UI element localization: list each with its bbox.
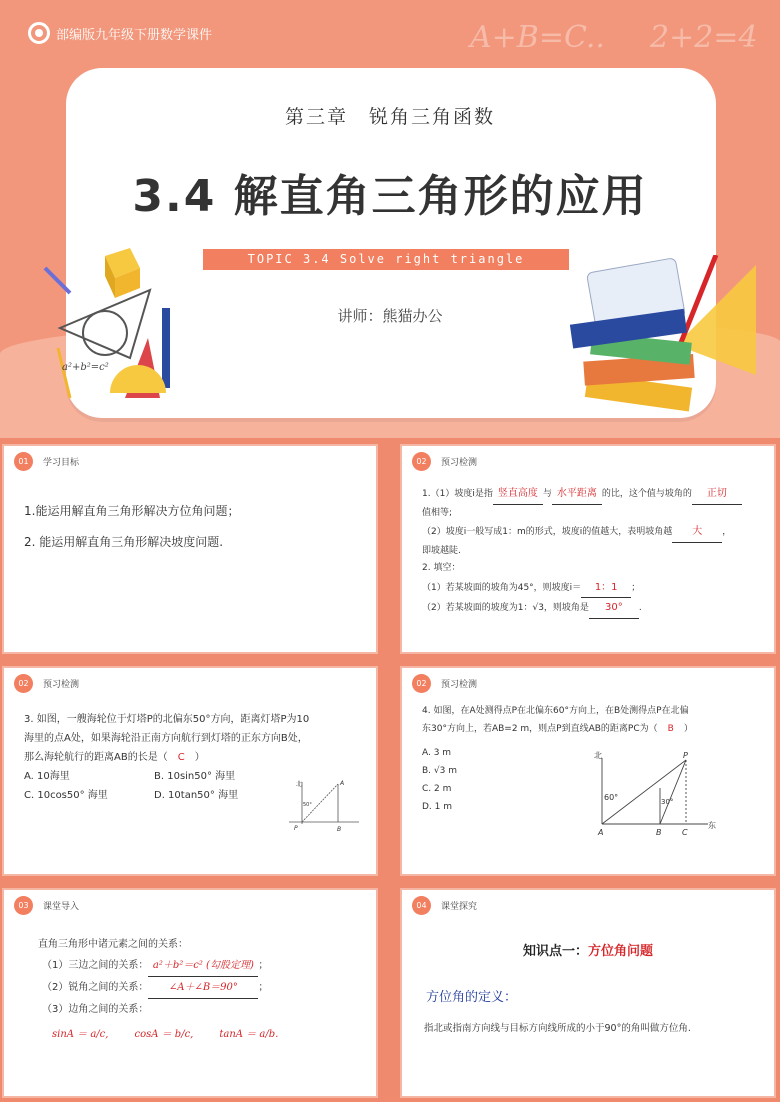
text: ， <box>722 527 732 538</box>
fig-label: 50° <box>303 802 312 808</box>
slide-preview-check-3 <box>400 666 776 876</box>
answer-blank: ∠A＋∠B＝90° <box>148 977 258 999</box>
fig-label: B <box>656 828 662 837</box>
option-c: C. 2 m <box>422 784 452 794</box>
slide-header <box>14 452 79 471</box>
answer-blank: a²＋b²＝c² (勾股定理) <box>148 955 258 977</box>
page-title: 3.4 解直角三角形的应用 <box>132 171 648 222</box>
kp-label: 知识点一： <box>522 944 588 959</box>
answer-blank: 30° <box>589 598 639 619</box>
section-number: 03 <box>14 896 33 915</box>
formula-sin: sinA ＝ a/c, <box>52 1029 109 1040</box>
lecturer: 讲师：熊猫办公 <box>337 307 443 325</box>
formula-tan: tanA ＝ a/b. <box>219 1029 279 1040</box>
text: 2. 填空： <box>422 563 461 574</box>
text: 的比，这个值与坡角的 <box>601 489 692 499</box>
slide-preview-check-1 <box>400 444 776 654</box>
topic-banner: TOPIC 3.4 Solve right triangle application <box>203 249 569 270</box>
fig-label: 东 <box>708 821 716 830</box>
section-number: 01 <box>14 452 33 471</box>
text: （1）三边之间的关系： <box>42 960 149 971</box>
slide-header <box>412 452 477 471</box>
figure-diagram <box>590 748 720 838</box>
formula-cos: cosA ＝ b/c, <box>134 1029 194 1040</box>
slide-classroom-inquiry <box>400 888 776 1098</box>
brand-text: 部编版九年级下册数学课件 <box>56 27 213 43</box>
logo-icon <box>28 22 50 44</box>
option-a: A. 3 m <box>422 748 452 758</box>
text: 4. 如图，在A处测得点P在北偏东60°方向上，在B处测得点P在北偏 <box>422 706 689 716</box>
option-c: C. 10cos50° 海里 <box>24 790 108 801</box>
cover-slide <box>0 0 780 438</box>
section-number: 02 <box>412 452 431 471</box>
text: 即坡越陡. <box>422 545 461 556</box>
answer-blank: 大 <box>672 522 722 543</box>
option-d: D. 10tan50° 海里 <box>154 790 239 801</box>
answer: C <box>177 752 185 763</box>
formula-label: a²+b²=c² <box>62 362 109 373</box>
text: 与 <box>542 489 552 499</box>
fig-label: P <box>683 751 688 760</box>
section-title: 预习检测 <box>441 680 478 690</box>
slide-lesson-intro <box>2 888 378 1098</box>
text: （2）锐角之间的关系： <box>42 982 149 993</box>
text: ） <box>194 752 205 763</box>
answer-blank: 正切 <box>692 484 742 505</box>
knowledge-point-title <box>400 940 776 959</box>
section-number: 02 <box>412 674 431 693</box>
fig-label: 60° <box>604 793 619 802</box>
chapter-title: 第三章 锐角三角函数 <box>284 106 495 128</box>
fig-label: 30° <box>661 798 674 806</box>
slide-header <box>412 896 477 915</box>
answer-blank: 竖直高度 <box>493 484 543 505</box>
section-number: 04 <box>412 896 431 915</box>
text: （3）边角之间的关系： <box>42 1004 149 1015</box>
fig-label: B <box>337 826 342 833</box>
relations-body <box>38 934 360 1045</box>
fig-label: C <box>682 828 688 837</box>
chalk-scribble: 2+2=4 <box>650 20 758 55</box>
definition-title: 方位角的定义： <box>426 990 518 1005</box>
list-item: 2. 能运用解直角三角形解决坡度问题. <box>24 535 224 550</box>
text: 海里的点A处，如果海轮沿正南方向航行到灯塔的正东方向B处， <box>24 733 308 744</box>
goal-list <box>24 496 360 558</box>
answer-blank: 1：1 <box>581 578 631 599</box>
slide-learning-goals <box>2 444 378 654</box>
slide-preview-check-2 <box>2 666 378 876</box>
kp-title: 方位角问题 <box>588 944 654 959</box>
text: （2）坡度i一般写成1：m的形式，坡度i的值越大，表明坡角越 <box>422 527 673 538</box>
section-number: 02 <box>14 674 33 693</box>
definition-text: 指北或指南方向线与目标方向线所成的小于90°的角叫做方位角. <box>424 1023 691 1034</box>
geometry-illustration <box>30 248 200 418</box>
text: 直角三角形中诸元素之间的关系： <box>38 939 188 950</box>
fig-label: 北 <box>296 781 303 788</box>
fig-label: A <box>598 828 604 837</box>
text: （2）若某坡面的坡度为1：√3，则坡角是 <box>422 603 589 614</box>
chalk-scribble: A+B=C.. <box>470 20 605 55</box>
slide-header <box>412 674 477 693</box>
option-b: B. √3 m <box>422 766 457 776</box>
fig-label: P <box>294 825 298 832</box>
books-illustration <box>566 255 766 420</box>
list-item: 1.能运用解直角三角形解决方位角问题； <box>24 504 240 518</box>
section-title: 预习检测 <box>43 680 80 690</box>
text: 值相等; <box>422 507 453 518</box>
option-b: B. 10sin50° 海里 <box>154 771 236 782</box>
section-title: 课堂探究 <box>441 902 478 912</box>
text: ； <box>258 960 269 971</box>
answer: B <box>667 724 674 734</box>
section-title: 学习目标 <box>43 458 80 468</box>
section-title: 预习检测 <box>441 458 478 468</box>
option-a: A. 10海里 <box>24 771 70 782</box>
answer-blank: 水平距离 <box>552 484 602 505</box>
text: . <box>638 603 642 614</box>
text: （1）若某坡面的坡角为45°，则坡度i＝ <box>422 582 582 593</box>
text: ； <box>258 982 269 993</box>
option-d: D. 1 m <box>422 802 453 812</box>
fig-label: A <box>340 780 345 787</box>
question-body <box>422 484 758 619</box>
figure-diagram <box>284 776 364 836</box>
text: 1.（1）坡度i是指 <box>422 489 493 499</box>
slide-header <box>14 896 79 915</box>
slide-header <box>14 674 79 693</box>
text: ） <box>683 724 693 734</box>
text: 3. 如图，一艘海轮位于灯塔P的北偏东50°方向，距离灯塔P为10 <box>24 714 310 725</box>
text: 东30°方向上，若AB=2 m，则点P到直线AB的距离PC为（ <box>422 724 658 734</box>
brand <box>28 22 212 44</box>
text: ； <box>631 582 641 593</box>
section-title: 课堂导入 <box>43 902 80 912</box>
text: 那么海轮航行的距离AB的长是（ <box>24 752 168 763</box>
fig-label: 北 <box>594 751 602 760</box>
